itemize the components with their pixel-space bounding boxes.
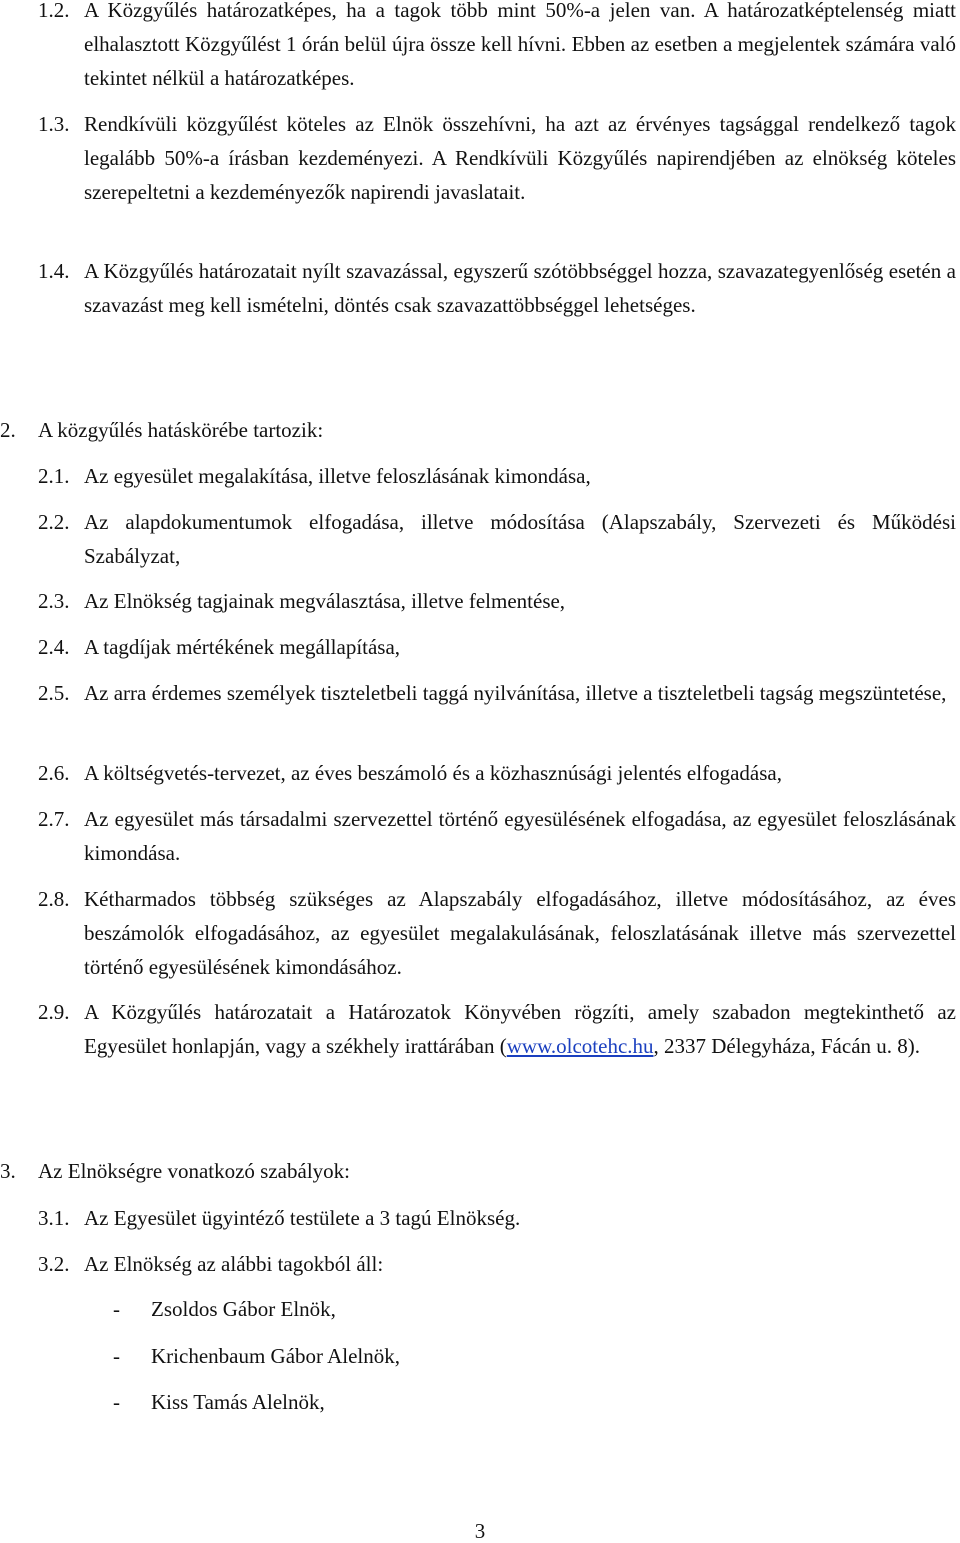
member-list-item [113,1292,813,1326]
paragraph-number: 2.2. [38,510,70,534]
member-name: Kiss Tamás Alelnök, [151,1390,325,1414]
paragraph-1-4 [38,254,956,322]
section-number: 2. [0,418,16,442]
paragraph-2-2 [38,505,956,573]
paragraph-number: 2.5. [38,681,70,705]
paragraph-number: 3.1. [38,1206,70,1230]
paragraph-text: Az alapdokumentumok elfogadása, illetve módosítása (Alapszabály, Szervezeti és Működési Szabályzat, [84,510,956,568]
member-name: Zsoldos Gábor Elnök, [151,1297,336,1321]
paragraph-2-9 [38,995,956,1063]
section-title: A közgyűlés hatáskörébe tartozik: [38,418,324,442]
paragraph-2-7 [38,802,956,870]
paragraph-text: Kétharmados többség szükséges az Alapszabály elfogadásához, illetve módosításához, az éves beszámolók elfogadásához, az egyesület megalakulásának, feloszlatásának illetve más szervezettel történő egyesülésének kimondásához. [84,887,956,979]
paragraph-text: Az Elnökség az alábbi tagokból áll: [84,1252,384,1276]
website-link[interactable]: www.olcotehc.hu [506,1034,654,1058]
paragraph-number: 1.4. [38,259,70,283]
paragraph-text: Az arra érdemes személyek tiszteletbeli taggá nyilvánítása, illetve a tiszteletbeli tagság megszüntetése, [84,681,947,705]
paragraph-text: A költségvetés-tervezet, az éves beszámoló és a közhasznúsági jelentés elfogadása, [84,761,782,785]
dash-bullet: - [113,1344,120,1368]
section-heading-3 [0,1154,956,1188]
paragraph-text-start: A Közgyűlés határozatait a Határozatok Könyvében rögzíti, amely szabadon megtekinthető az Egyesület honlapján, vagy a székhely irattárában ( [84,1000,956,1058]
paragraph-text: A Közgyűlés határozatait nyílt szavazással, egyszerű szótöbbséggel hozza, szavazategyenlőség esetén a szavazást meg kell ismételni, döntés csak szavazattöbbséggel lehetséges. [84,259,956,317]
paragraph-number: 1.3. [38,112,70,136]
member-name: Krichenbaum Gábor Alelnök, [151,1344,401,1368]
paragraph-2-6 [38,756,956,790]
page-number: 3 [474,1519,486,1543]
paragraph-text: Az Elnökség tagjainak megválasztása, illetve felmentése, [84,589,566,613]
paragraph-number: 2.9. [38,1000,70,1024]
paragraph-text: Az egyesület megalakítása, illetve feloszlásának kimondása, [84,464,591,488]
paragraph-number: 3.2. [38,1252,70,1276]
paragraph-number: 1.2. [38,0,70,22]
paragraph-number: 2.7. [38,807,70,831]
paragraph-text: Az Egyesület ügyintéző testülete a 3 tagú Elnökség. [84,1206,521,1230]
paragraph-text: Az egyesület más társadalmi szervezettel történő egyesülésének elfogadása, az egyesület feloszlásának kimondása. [84,807,956,865]
paragraph-2-5 [38,676,956,710]
dash-bullet: - [113,1297,120,1321]
paragraph-3-1 [38,1201,956,1235]
paragraph-number: 2.6. [38,761,70,785]
dash-bullet: - [113,1390,120,1414]
paragraph-2-4 [38,630,956,664]
paragraph-text: A Közgyűlés határozatképes, ha a tagok több mint 50%-a jelen van. A határozatképtelenség miatt elhalasztott Közgyűlést 1 órán belül újra össze kell hívni. Ebben az esetben a megjelentek számára való tekintet nélkül a határozatképes. [84,0,956,90]
paragraph-3-2 [38,1247,956,1281]
paragraph-2-3 [38,584,956,618]
section-title: Az Elnökségre vonatkozó szabályok: [38,1159,350,1183]
paragraph-text: Rendkívüli közgyűlést köteles az Elnök összehívni, ha azt az érvényes tagsággal rendelkező tagok legalább 50%-a írásban kezdeményezi. A Rendkívüli Közgyűlés napirendjében az elnökség köteles szerepeltetni a kezdeményezők napirendi javaslatait. [84,112,956,204]
member-list-item [113,1385,813,1419]
paragraph-number: 2.8. [38,887,70,911]
paragraph-2-1 [38,459,956,493]
paragraph-number: 2.1. [38,464,70,488]
paragraph-2-8 [38,882,956,984]
paragraph-number: 2.3. [38,589,70,613]
section-heading-2 [0,413,956,447]
paragraph-number: 2.4. [38,635,70,659]
paragraph-1-3 [38,107,956,209]
section-number: 3. [0,1159,16,1183]
paragraph-text [84,995,956,1063]
member-list-item [113,1339,813,1373]
paragraph-text-end: , 2337 Délegyháza, Fácán u. 8). [653,1034,921,1058]
paragraph-text: A tagdíjak mértékének megállapítása, [84,635,401,659]
paragraph-1-2 [38,0,956,95]
